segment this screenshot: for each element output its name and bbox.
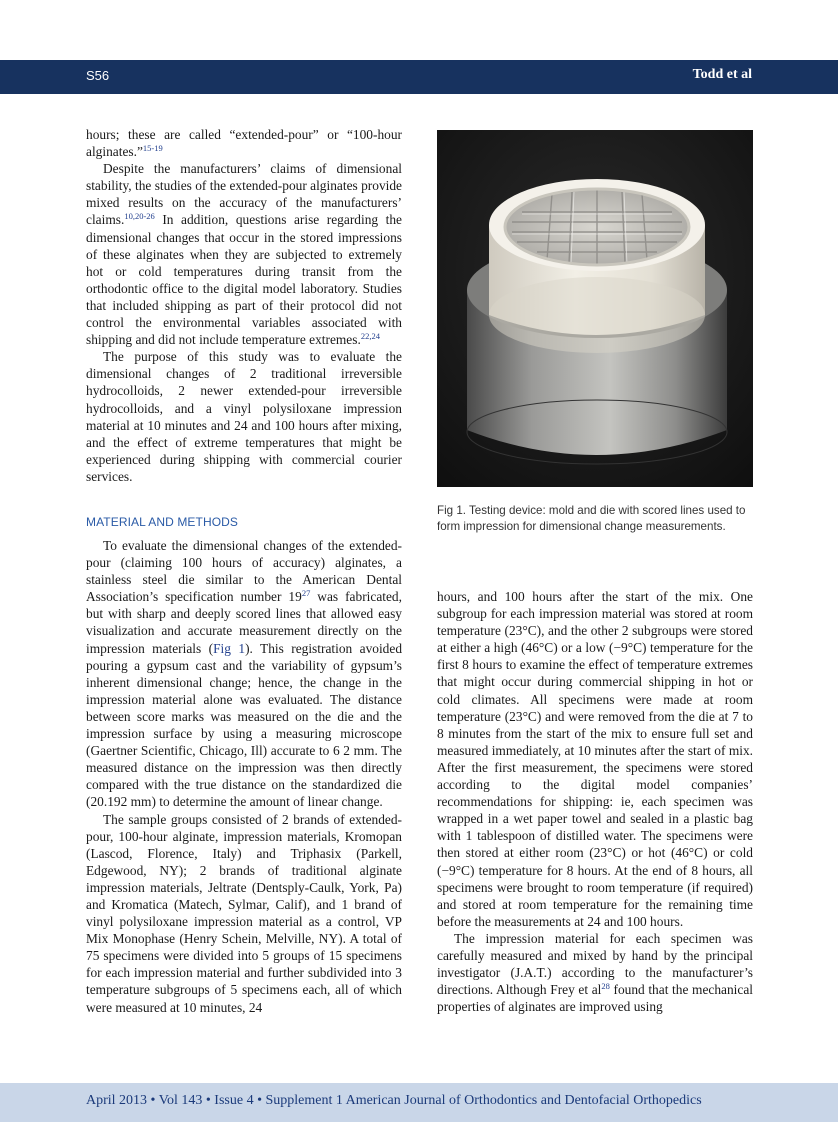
paragraph: The purpose of this study was to evaluate the dimensional changes of 2 traditional irreversible hydrocolloids, 2 newer extended-pour irreversible hydrocolloids, and a vinyl polysiloxane impression material at 10 minutes and 24 and 100 hours after mixing, and the effect of extreme temperatures that might be experienced during shipping with commercial courier services. xyxy=(86,349,402,484)
citation[interactable]: 27 xyxy=(301,588,311,599)
paragraph: The impression material for each specimen was carefully measured and mixed by hand by the principal investigator (J.A.T.) according to the manufacturer’s directions. Although Frey et $al^{28}$ found that the mechanical properties of alginates are improved using xyxy=(437,930,753,1015)
left-column-bottom xyxy=(86,537,402,1016)
section-heading: MATERIAL AND METHODS xyxy=(86,515,239,529)
left-column-top xyxy=(86,126,402,485)
paragraph: The sample groups consisted of 2 brands of extended-pour, 100-hour alginate, impression materials, Kromopan (Lascod, Florence, Italy) and Triphasix (Parkell, Edgewood, NY); 2 brands of traditional alginate impression materials, Jeltrate (Dentsply-Caulk, York, Pa) and Kromatica (Matech, Sylmar, Calif), and 1 brand of vinyl polysiloxane impression material as a control, VP Mix Monophase (Henry Schein, Melville, NY). A total of 75 specimens were divided into 5 groups of 15 specimens for each impression material and further subdivided into 3 temperature subgroups of 5 specimens each, all of which were measured at 10 minutes, 24 xyxy=(86,811,402,1015)
paragraph: hours; these are called “extended-pour” or “100-hour alginates.”$^{15-19}$ xyxy=(86,127,402,160)
citation[interactable]: 28 xyxy=(601,981,610,992)
citation[interactable]: 10,20-26 xyxy=(124,211,155,222)
right-column-bottom xyxy=(437,588,753,1015)
journal-footer xyxy=(0,1083,838,1122)
paragraph: hours, and 100 hours after the start of the mix. One subgroup for each impression material was stored at room temperature (23°C), and the other 2 subgroups were stored at either a high (46°C) or a low (−9°C) temperature for the first 8 hours to examine the effect of temperature extremes that might occur during commercial shipping in hot or cold climates. All specimens were made at room temperature (23°C) and were removed from the die at 7 to 8 minutes from the start of the mix to ensure full set and measured immediately, at 10 minutes after the start of mix. After the first measurement, the specimens were stored according to the digital model companies’ recommendations for shipping: ie, each specimen was wrapped in a wet paper towel and sealed in a plastic bag with 1 tablespoon of distilled water. The specimens were then stored at either room (23°C) or hot (46°C) or cold (−9°C) temperature for 8 hours. At the end of 8 hours, all specimens were brought to room temperature (if required) and stored at room temperature for the remaining time before the measurements at 24 and 100 hours. xyxy=(437,589,753,929)
running-header xyxy=(0,60,838,94)
page-number: S56 xyxy=(86,68,110,83)
figure-caption: Fig 1. Testing device: mold and die with scored lines used to form impression for dimensional change measurements. xyxy=(437,504,746,533)
figure-link[interactable]: Fig 1 xyxy=(213,640,246,656)
footer-citation: April 2013 • Vol 143 • Issue 4 • Supplement 1 American Journal of Orthodontics and Dentofacial Orthopedics xyxy=(86,1093,702,1108)
paragraph: Despite the manufacturers’ claims of dimensional stability, the studies of the extended-pour alginates provide mixed results on the accuracy of the manufacturers’ claims.$^{10,20-26}$ In addition, questions arise regarding the dimensional changes that occur in the stored impressions of these alginates when they are subjected to extremely hot or cold temperatures during transit from the orthodontic office to the digital model laboratory. Studies that included shipping as part of their protocol did not control the environmental variables associated with shipping and did not include temperature extremes.$^{22,24}$ xyxy=(86,161,402,348)
mold-and-die-photo xyxy=(437,130,753,487)
figure-photo xyxy=(437,130,753,487)
paragraph: To evaluate the dimensional changes of the extended-pour (claiming 100 hours of accuracy) alginates, a stainless steel die similar to the American Dental Association’s specification number $19^{27}$ was fabricated, but with sharp and deeply scored lines that allowed easy visualization and accurate measurement directly on the impression materials (Fig 1). This registration avoided pouring a gypsum cast and the variability of gypsum’s inherent dimensional change; hence, the change in the impression material alone was evaluated. The distance between score marks was measured on the die and the impression surface by using a measuring microscope (Gaertner Scientific, Chicago, Ill) accurate to 6 2 mm. The measured distance on the impression was then directly compared with the true distance on the standardized die (20.192 mm) to determine the amount of linear change. xyxy=(86,538,403,810)
running-head-authors: Todd et al xyxy=(692,67,752,82)
citation[interactable]: 15-19 xyxy=(142,143,163,154)
citation[interactable]: 22,24 xyxy=(360,331,380,342)
